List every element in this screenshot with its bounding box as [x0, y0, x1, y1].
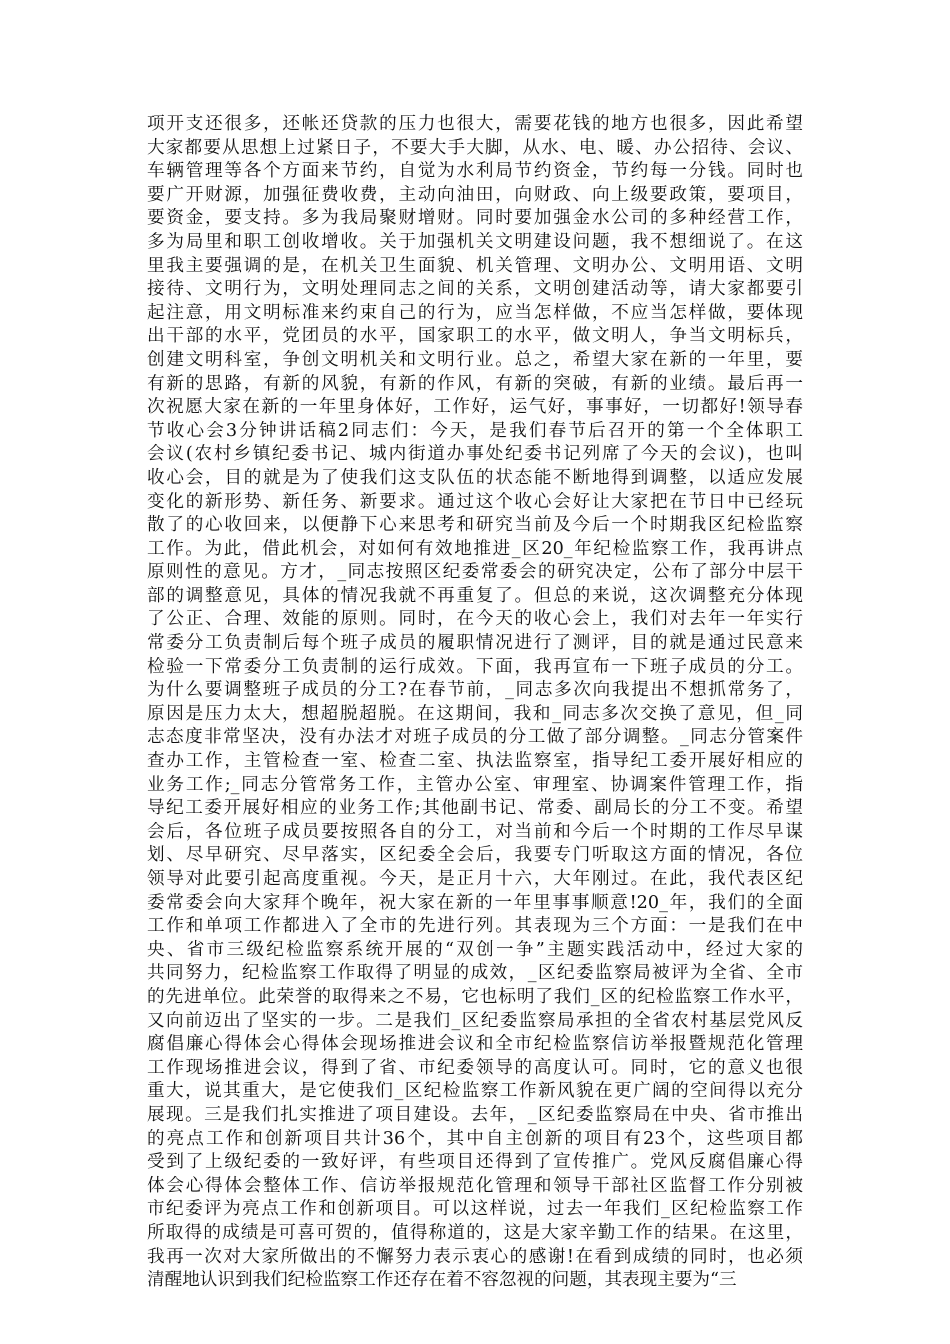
text-line: 常委分工负责制后每个班子成员的履职情况进行了测评，目的就是通过民意来 [147, 633, 803, 654]
text-line: 展现。三是我们扎实推进了项目建设。去年，_区纪委监察局在中央、省市推出 [147, 1104, 803, 1125]
text-line: 市纪委评为亮点工作和创新项目。可以这样说，过去一年我们_区纪检监察工作 [147, 1199, 803, 1220]
text-line: 为什么要调整班子成员的分工?在春节前，_同志多次向我提出不想抓常务了， [147, 680, 803, 701]
text-line: 会后，各位班子成员要按照各自的分工，对当前和今后一个时期的工作尽早谋 [147, 821, 803, 842]
text-line: 项开支还很多，还帐还贷款的压力也很大，需要花钱的地方也很多，因此希望 [147, 114, 803, 134]
text-line: 原则性的意见。方才，_同志按照区纪委常委会的研究决定，公布了部分中层干 [147, 562, 803, 583]
text-line: 工作和单项工作都进入了全市的先进行列。其表现为三个方面：一是我们在中 [147, 916, 803, 937]
text-line: 大家都要从思想上过紧日子，不要大手大脚，从水、电、暖、办公招待、会议、 [147, 137, 803, 158]
text-line: 出干部的水平，党团员的水平，国家职工的水平，做文明人，争当文明标兵， [147, 326, 803, 347]
text-line: 次祝愿大家在新的一年里身体好，工作好，运气好，事事好，一切都好!领导春 [147, 397, 803, 418]
text-line: 导纪工委开展好相应的业务工作;其他副书记、常委、副局长的分工不变。希望 [147, 798, 803, 819]
text-line: 要广开财源，加强征费收费，主动向油田，向财政、向上级要政策，要项目， [147, 184, 803, 205]
text-line: 部的调整意见，具体的情况我就不再重复了。但总的来说，这次调整充分体现 [147, 585, 803, 606]
text-line: 的亮点工作和创新项目共计36个，其中自主创新的项目有23个，这些项目都 [147, 1128, 803, 1149]
text-line: 查办工作，主管检查一室、检查二室、执法监察室，指导纪工委开展好相应的 [147, 751, 803, 772]
text-line: 志态度非常坚决，没有办法才对班子成员的分工做了部分调整。_同志分管案件 [147, 727, 803, 748]
text-line: 又向前迈出了坚实的一步。二是我们_区纪委监察局承担的全省农村基层党风反 [147, 1010, 803, 1031]
text-line: 里我主要强调的是，在机关卫生面貌、机关管理、文明办公、文明用语、文明 [147, 255, 803, 276]
text-line: 收心会，目的就是为了使我们这支队伍的状态能不断地得到调整，以适应发展 [147, 467, 803, 488]
text-line: 划、尽早研究、尽早落实，区纪委全会后，我要专门听取这方面的情况，各位 [147, 845, 803, 866]
text-line: 会议(农村乡镇纪委书记、城内街道办事处纪委书记列席了今天的会议)，也叫 [147, 444, 803, 465]
text-line: 的先进单位。此荣誉的取得来之不易，它也标明了我们_区的纪检监察工作水平， [147, 986, 803, 1007]
text-line: 原因是压力太大，想超脱超脱。在这期间，我和_同志多次交换了意见，但_同 [147, 703, 803, 724]
text-line: 体会心得体会整体工作、信访举报规范化管理和领导干部社区监督工作分别被 [147, 1175, 803, 1196]
text-line: 受到了上级纪委的一致好评，有些项目还得到了宣传推广。党风反腐倡廉心得 [147, 1152, 803, 1173]
text-line: 清醒地认识到我们纪检监察工作还存在着不容忽视的问题，其表现主要为“三 [147, 1270, 737, 1291]
text-line: 车辆管理等各个方面来节约，自觉为水利局节约资金，节约每一分钱。同时也 [147, 161, 803, 182]
text-line: 业务工作;_同志分管常务工作，主管办公室、审理室、协调案件管理工作，指 [147, 774, 803, 795]
text-line: 所取得的成绩是可喜可贺的，值得称道的，这是大家辛勤工作的结果。在这里， [147, 1222, 803, 1243]
text-line: 创建文明科室，争创文明机关和文明行业。总之，希望大家在新的一年里，要 [147, 349, 803, 370]
text-line: 变化的新形势、新任务、新要求。通过这个收心会好让大家把在节日中已经玩 [147, 491, 803, 512]
text-line: 节收心会3分钟讲话稿2同志们：今天，是我们春节后召开的第一个全体职工 [147, 420, 803, 441]
text-line: 散了的心收回来，以便静下心来思考和研究当前及今后一个时期我区纪检监察 [147, 515, 803, 536]
text-line: 共同努力，纪检监察工作取得了明显的成效，_区纪委监察局被评为全省、全市 [147, 963, 803, 984]
text-line: 检验一下常委分工负责制的运行成效。下面，我再宣布一下班子成员的分工。 [147, 656, 803, 677]
text-line: 要资金，要支持。多为我局聚财增财。同时要加强金水公司的多种经营工作， [147, 208, 803, 229]
text-line: 重大，说其重大，是它使我们_区纪检监察工作新风貌在更广阔的空间得以充分 [147, 1081, 803, 1102]
text-line: 领导对此要引起高度重视。今天，是正月十六，大年刚过。在此，我代表区纪 [147, 869, 803, 889]
text-line: 央、省市三级纪检监察系统开展的“双创一争”主题实践活动中，经过大家的 [147, 939, 803, 960]
text-line: 工作现场推进会议，得到了省、市纪委领导的高度认可。同时，它的意义也很 [147, 1057, 803, 1078]
text-line: 我再一次对大家所做出的不懈努力表示衷心的感谢!在看到成绩的同时，也必须 [147, 1246, 803, 1267]
text-line: 委常委会向大家拜个晚年，祝大家在新的一年里事事顺意!20_年，我们的全面 [147, 892, 803, 913]
text-line: 腐倡廉心得体会心得体会现场推进会议和全市纪检监察信访举报暨规范化管理 [147, 1034, 803, 1055]
text-line: 多为局里和职工创收增收。关于加强机关文明建设问题，我不想细说了。在这 [147, 231, 803, 252]
text-line: 起注意，用文明标准来约束自己的行为，应当怎样做，不应当怎样做，要体现 [147, 302, 803, 323]
text-line: 了公正、合理、效能的原则。同时，在今天的收心会上，我们对去年一年实行 [147, 609, 803, 630]
body-text [147, 113, 803, 1293]
text-line: 接待、文明行为，文明处理同志之间的关系，文明创建活动等，请大家都要引 [147, 279, 803, 300]
text-line: 工作。为此，借此机会，对如何有效地推进_区20_年纪检监察工作，我再讲点 [147, 538, 803, 559]
text-line: 有新的思路，有新的风貌，有新的作风，有新的突破，有新的业绩。最后再一 [147, 373, 803, 394]
